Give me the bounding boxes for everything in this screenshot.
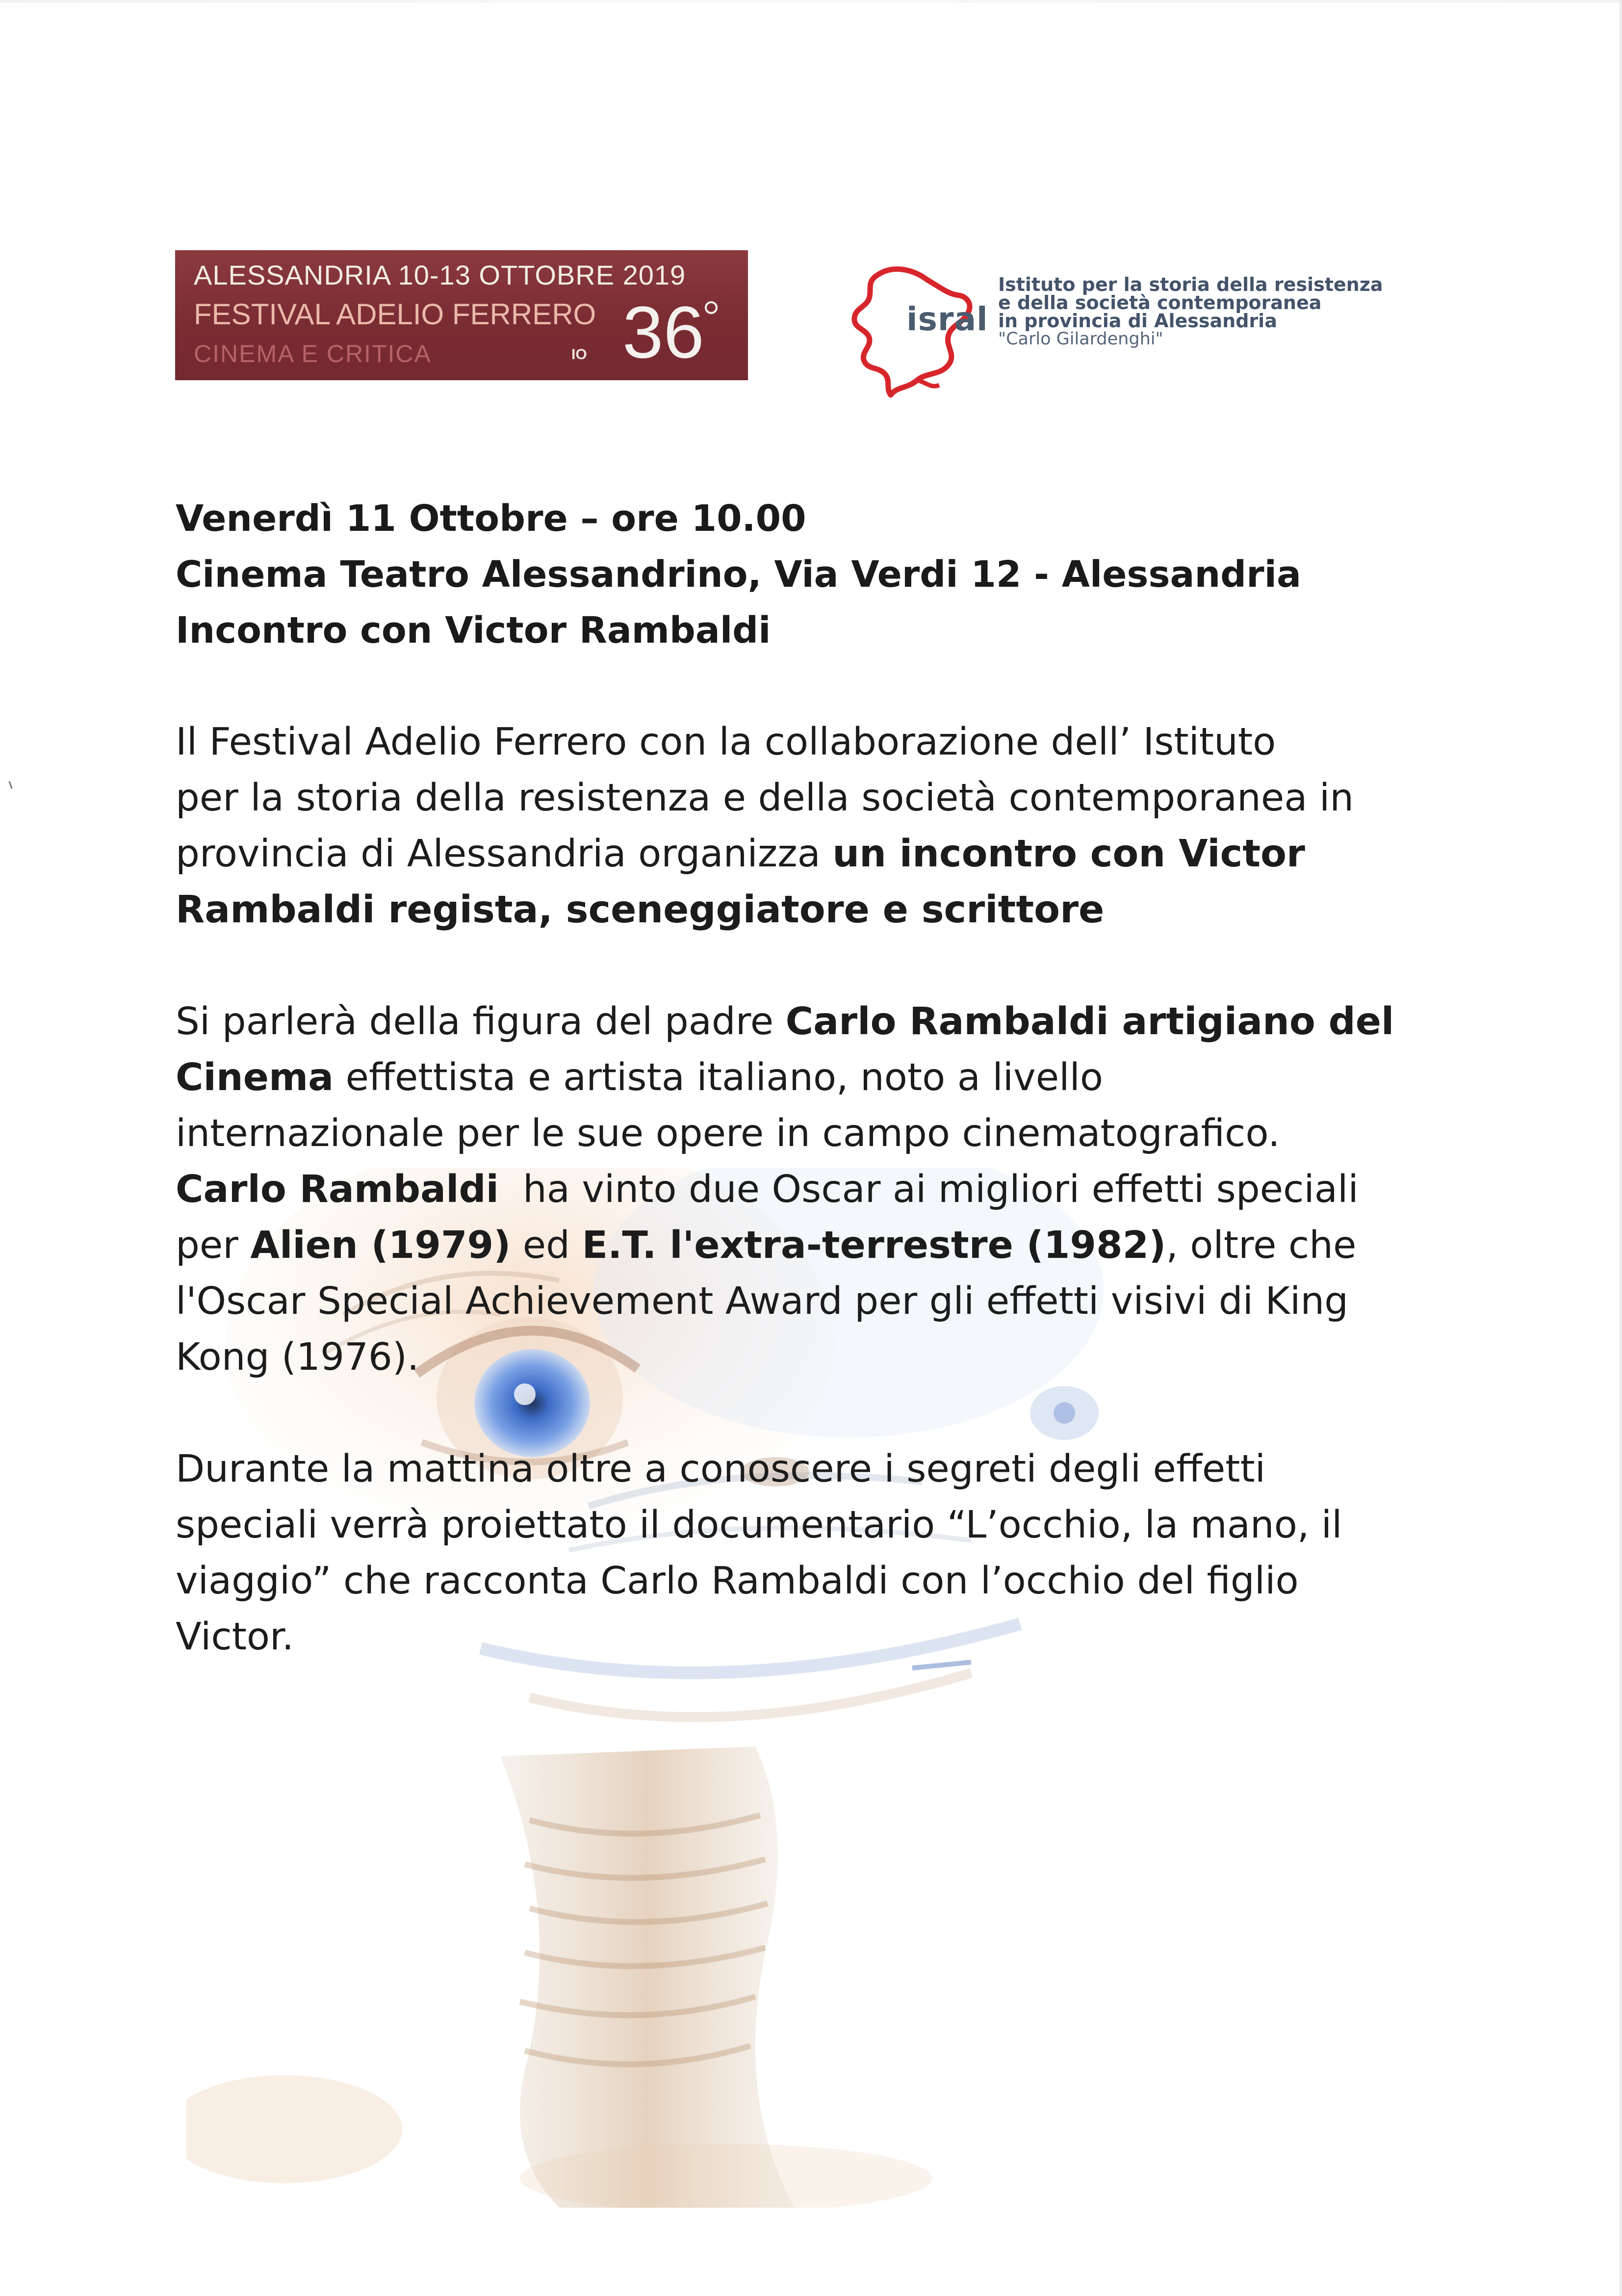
isral-subline: "Carlo Gilardenghi" [998, 329, 1163, 349]
isral-institute-name [998, 276, 1383, 348]
scan-edge-right [1620, 0, 1622, 2296]
banner-festival-name: FESTIVAL ADELIO FERRERO [194, 298, 596, 331]
paragraph-line [176, 1218, 1470, 1274]
isral-line-1: Istituto per la storia della resistenza [998, 274, 1383, 295]
text-run: per [176, 1224, 251, 1267]
paragraph-carlo-rambaldi [176, 994, 1470, 1385]
paragraph-intro [176, 714, 1470, 938]
text-run-bold: Alien (1979) [250, 1224, 511, 1267]
paragraph-line [176, 1050, 1470, 1106]
text-run: provincia di Alessandria organizza [176, 832, 833, 876]
banner-edition-number: 36 [622, 291, 704, 373]
event-venue: Cinema Teatro Alessandrino, Via Verdi 12 - Alessandria [176, 553, 1301, 596]
text-run-bold: Rambaldi regista, sceneggiatore e scrittore [176, 888, 1105, 932]
paragraph-documentary [176, 1441, 1470, 1665]
paragraph-line: per la storia della resistenza e della società contemporanea in [176, 776, 1354, 820]
paragraph-line [176, 882, 1470, 938]
scan-speck [8, 781, 12, 789]
text-run: , oltre che [1166, 1224, 1357, 1267]
paragraph-line: Il Festival Adelio Ferrero con la collaborazione dell’ Istituto [176, 720, 1276, 764]
paragraph-line [176, 826, 1470, 882]
text-run: ha vinto due Oscar ai migliori effetti speciali [499, 1168, 1359, 1211]
scan-edge-top [0, 0, 1622, 3]
spacer [176, 938, 1470, 994]
event-title: Incontro con Victor Rambaldi [176, 609, 771, 652]
isral-line-3: in provincia di Alessandria [998, 310, 1277, 332]
paragraph-line: viaggio” che racconta Carlo Rambaldi con l’occhio del figlio [176, 1559, 1299, 1603]
paragraph-line: Kong (1976). [176, 1335, 419, 1379]
event-date-time: Venerdì 11 Ottobre – ore 10.00 [176, 497, 806, 540]
paragraph-line: speciali verrà proiettato il documentario “L’occhio, la mano, il [176, 1503, 1342, 1547]
spacer [176, 658, 1470, 714]
spacer [176, 1385, 1470, 1441]
text-run: ed [511, 1224, 582, 1267]
paragraph-line [176, 994, 1470, 1050]
text-run: effettista e artista italiano, noto a livello [334, 1056, 1103, 1099]
paragraph-line: Durante la mattina oltre a conoscere i segreti degli effetti [176, 1447, 1266, 1491]
paragraph-line [176, 1162, 1470, 1218]
text-run-bold: un incontro con Victor [832, 832, 1305, 876]
isral-line-2: e della società contemporanea [998, 292, 1322, 313]
paragraph-line: Victor. [176, 1615, 294, 1659]
text-run: Si parlerà della figura del padre [176, 1000, 786, 1044]
text-run-bold: Carlo Rambaldi [176, 1168, 499, 1211]
banner-dates: ALESSANDRIA 10-13 OTTOBRE 2019 [194, 260, 686, 290]
isral-wordmark: isral [906, 300, 988, 338]
text-run-bold: E.T. l'extra-terrestre (1982) [582, 1224, 1166, 1267]
banner-mark: IO [571, 346, 587, 363]
text-run-bold: Carlo Rambaldi artigiano del [785, 1000, 1394, 1044]
document-body [176, 491, 1470, 1665]
text-run-bold: Cinema [176, 1056, 334, 1099]
paragraph-line: internazionale per le sue opere in campo cinematografico. [176, 1112, 1280, 1155]
banner-tagline: CINEMA E CRITICA [194, 340, 432, 367]
paragraph-line: l'Oscar Special Achievement Award per gli effetti visivi di King [176, 1279, 1349, 1323]
banner-degree-icon [705, 301, 718, 314]
festival-banner-logo [175, 250, 748, 380]
